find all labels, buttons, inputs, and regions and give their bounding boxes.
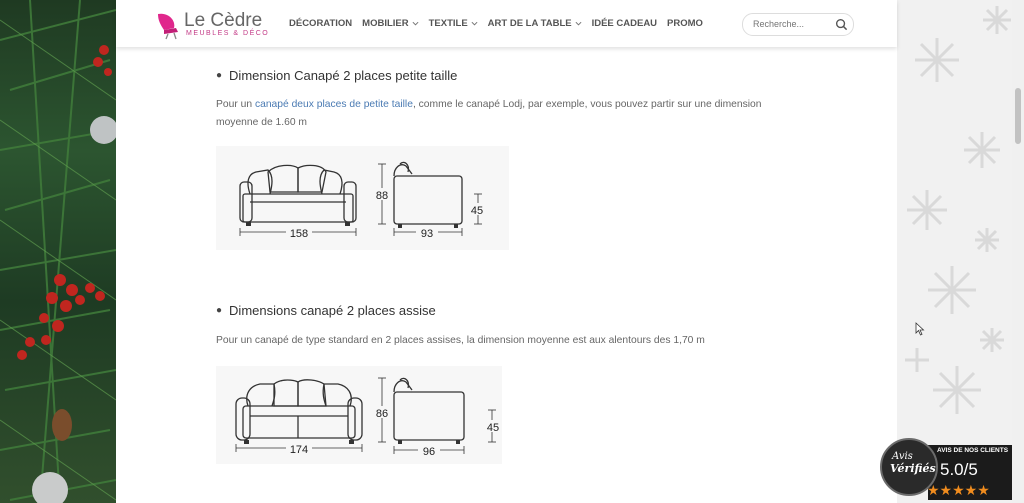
sofa-dimension-diagram xyxy=(216,146,509,255)
verified-reviews-seal: Avis Vérifiés xyxy=(880,438,938,496)
seat-height-label: 45 xyxy=(470,205,484,217)
main-nav xyxy=(289,18,703,29)
scrollbar-thumb[interactable] xyxy=(1015,88,1021,144)
site-logo[interactable] xyxy=(154,6,284,42)
logo-tagline: MEUBLES & DÉCO xyxy=(186,30,270,37)
section-heading: ● Dimension Canapé 2 places petite taille xyxy=(216,68,458,83)
nav-promo[interactable]: PROMO xyxy=(667,18,703,29)
reviews-score: 5.0/5 xyxy=(940,460,978,479)
heading-text: Dimension Canapé 2 places petite taille xyxy=(229,68,458,83)
page-scrollbar[interactable] xyxy=(1012,0,1024,503)
depth-label: 93 xyxy=(420,228,434,240)
rating-stars-icon: ★★★★★ xyxy=(927,482,990,498)
heading-text: Dimensions canapé 2 places assise xyxy=(229,303,436,318)
chevron-down-icon xyxy=(471,20,478,27)
chevron-down-icon xyxy=(575,20,582,27)
nav-idee-cadeau[interactable]: IDÉE CADEAU xyxy=(591,18,658,29)
snowflake-background-right xyxy=(897,0,1012,503)
site-header xyxy=(116,0,897,47)
height-label: 88 xyxy=(375,190,389,202)
search-box xyxy=(742,13,854,36)
christmas-background-left xyxy=(0,0,116,503)
reviews-title: AVIS DE NOS CLIENTS xyxy=(937,447,1009,454)
nav-mobilier[interactable]: MOBILIER xyxy=(362,18,418,29)
depth-label: 96 xyxy=(422,446,436,458)
mouse-cursor-icon xyxy=(915,322,925,336)
width-label: 158 xyxy=(289,228,309,240)
section-heading: ● Dimensions canapé 2 places assise xyxy=(216,303,436,318)
search-icon[interactable] xyxy=(835,18,848,31)
section-paragraph: Pour un canapé de type standard en 2 places assises, la dimension moyenne est aux alentours des 1,70 m xyxy=(216,335,705,346)
height-label: 86 xyxy=(375,408,389,420)
section-paragraph: Pour un canapé deux places de petite taille, comme le canapé Lodj, par exemple, vous pouvez partir sur une dimension moyenne de 1.60 m xyxy=(216,99,762,128)
sofa-small-link[interactable]: canapé deux places de petite taille xyxy=(254,99,413,110)
search-input[interactable] xyxy=(751,18,835,30)
chevron-down-icon xyxy=(412,20,419,27)
reviews-badge[interactable] xyxy=(880,438,1012,500)
width-label: 174 xyxy=(289,444,309,456)
seat-height-label: 45 xyxy=(486,422,500,434)
nav-textile[interactable]: TEXTILE xyxy=(429,18,478,29)
nav-art-de-la-table[interactable]: ART DE LA TABLE xyxy=(488,18,582,29)
nav-decoration[interactable]: DÉCORATION xyxy=(289,18,353,29)
chair-logo-icon xyxy=(154,10,182,40)
sofa-dimension-diagram xyxy=(216,366,502,469)
logo-name: Le Cèdre xyxy=(184,10,263,31)
article-content xyxy=(116,0,897,503)
